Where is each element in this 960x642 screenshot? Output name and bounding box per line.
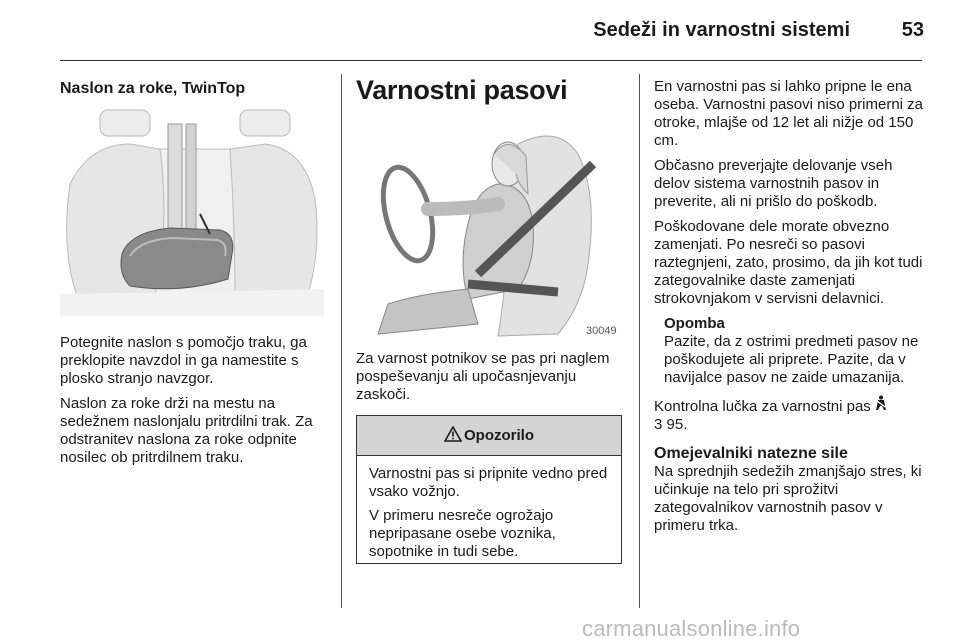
middle-column [356,74,626,106]
note-block [654,315,926,387]
warning-triangle-icon [444,426,462,446]
page-number: 53 [901,19,924,41]
right-paragraph: Poškodovane dele morate obvezno zamenjati. Po nesreči so pasovi raztegnjeni, zato, prosimo, da jih kot tudi zategovalnike daste zamenjati strokovnjakom v servisni delavnici. [654,218,923,307]
header-divider [60,60,922,61]
armrest-paragraph: Potegnite naslon s pomočjo traku, ga preklopite navzdol in ga namestite s plosko stranjo navzgor. [60,334,307,387]
figure-code: 30049 [586,325,617,337]
warning-box [356,415,622,564]
armrest-paragraph: Naslon za roke drži na mestu na sedežnem naslonjalu pritrdilni trak. Za odstranitev naslona za roke odpnite nosilec ob pritrdilnem traku. [60,395,313,466]
note-title: Opomba [664,315,725,332]
warning-body [357,456,621,573]
seatbelt-icon [875,395,887,416]
right-paragraph: Občasno preverjajte delovanje vseh delov sistema varnostnih pasov in preverite, ali ni prišlo do poškodb. [654,157,893,210]
warning-header [357,416,621,456]
left-column [60,79,332,99]
caption-text: Za varnost potnikov se pas pri naglem pospeševanju ali upočasnjevanju zaskoči. [356,350,610,403]
lamp-reference [654,395,926,434]
right-paragraph: En varnostni pas si lahko pripne le ena oseba. Varnostni pasovi niso primerni za otroke, mlajše od 12 let ali nižje od 150 cm. [654,78,924,149]
lamp-text: Kontrolna lučka za varnostni pas [654,398,871,415]
force-limiters-heading: Omejevalniki natezne sile [654,445,848,462]
seatbelts-heading: Varnostni pasovi [356,75,568,105]
note-text: Pazite, da z ostrimi predmeti pasov ne poškodujete ali priprete. Pazite, da v navijalce pasov ne zaide umazanija. [664,333,919,386]
watermark: carmanualsonline.info [582,616,801,641]
force-limiters-text: Na sprednjih sedežih zmanjšajo stres, ki učinkuje na telo pri sprožitvi zategovalnikov varnostnih pasov v primeru trka. [654,463,922,534]
seatbelt-caption [356,350,628,411]
warning-paragraph: V primeru nesreče ogrožajo nepripasane osebe voznika, sopotnike in tudi sebe. [369,507,556,560]
armrest-illustration [60,104,324,316]
armrest-heading: Naslon za roke, TwinTop [60,80,246,97]
column-divider-2 [639,74,640,608]
armrest-text [60,334,332,474]
warning-title: Opozorilo [464,427,534,444]
seatbelt-illustration [358,124,620,342]
page-header-title: Sedeži in varnostni sistemi [593,19,850,41]
column-divider-1 [341,74,342,608]
page-link[interactable]: 3 95. [654,416,688,433]
right-column [654,78,926,542]
warning-paragraph: Varnostni pas si pripnite vedno pred vsako vožnjo. [369,465,608,500]
